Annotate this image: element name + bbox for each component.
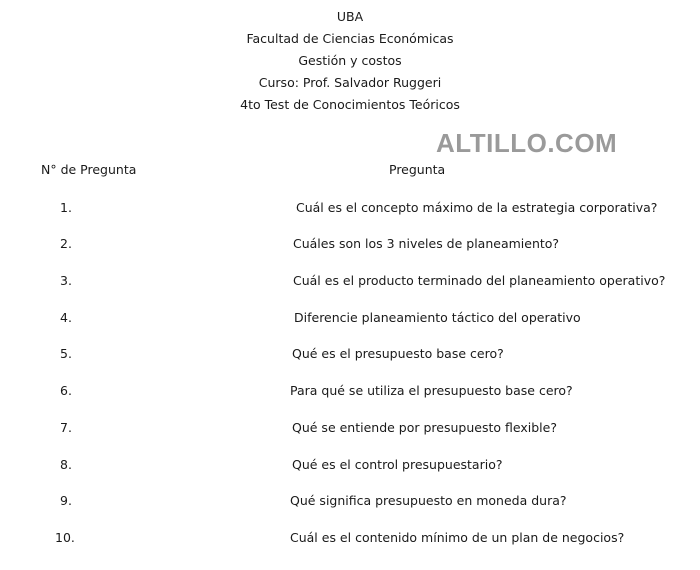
course-name: Curso: Prof. Salvador Ruggeri [258,75,442,90]
question-row [0,236,700,256]
question-text: Qué se entiende por presupuesto flexible? [292,420,557,435]
question-number: 8. [60,457,72,472]
faculty-name: Facultad de Ciencias Económicas [246,31,454,46]
question-text: Cuáles son los 3 niveles de planeamiento? [293,236,560,251]
question-row [0,346,700,366]
subject-name: Gestión y costos [298,53,402,68]
question-text: Qué es el control presupuestario? [292,457,503,472]
question-text: Para qué se utiliza el presupuesto base cero? [290,383,573,398]
question-number: 5. [60,346,72,361]
question-text: Diferencie planeamiento táctico del operativo [294,310,581,325]
column-header-number: N° de Pregunta [41,162,137,177]
question-text: Cuál es el concepto máximo de la estrategia corporativa? [296,200,658,215]
question-number: 1. [60,200,72,215]
test-title: 4to Test de Conocimientos Teóricos [240,97,460,112]
question-row [0,310,700,330]
question-number: 6. [60,383,72,398]
question-row [0,200,700,220]
document-header [0,6,700,116]
question-number: 9. [60,493,72,508]
watermark-logo: ALTILLO.COM [436,128,618,158]
question-text: Qué significa presupuesto en moneda dura? [290,493,567,508]
question-row [0,530,700,550]
question-row [0,457,700,477]
question-row [0,420,700,440]
question-number: 2. [60,236,72,251]
question-text: Cuál es el producto terminado del planeamiento operativo? [293,273,666,288]
question-number: 7. [60,420,72,435]
question-number: 4. [60,310,72,325]
question-row [0,493,700,513]
column-header-question: Pregunta [389,162,446,177]
question-number: 3. [60,273,72,288]
question-number: 10. [55,530,75,545]
question-text: Qué es el presupuesto base cero? [292,346,504,361]
question-text: Cuál es el contenido mínimo de un plan de negocios? [290,530,625,545]
question-row [0,273,700,293]
question-row [0,383,700,403]
university-name: UBA [336,9,364,24]
